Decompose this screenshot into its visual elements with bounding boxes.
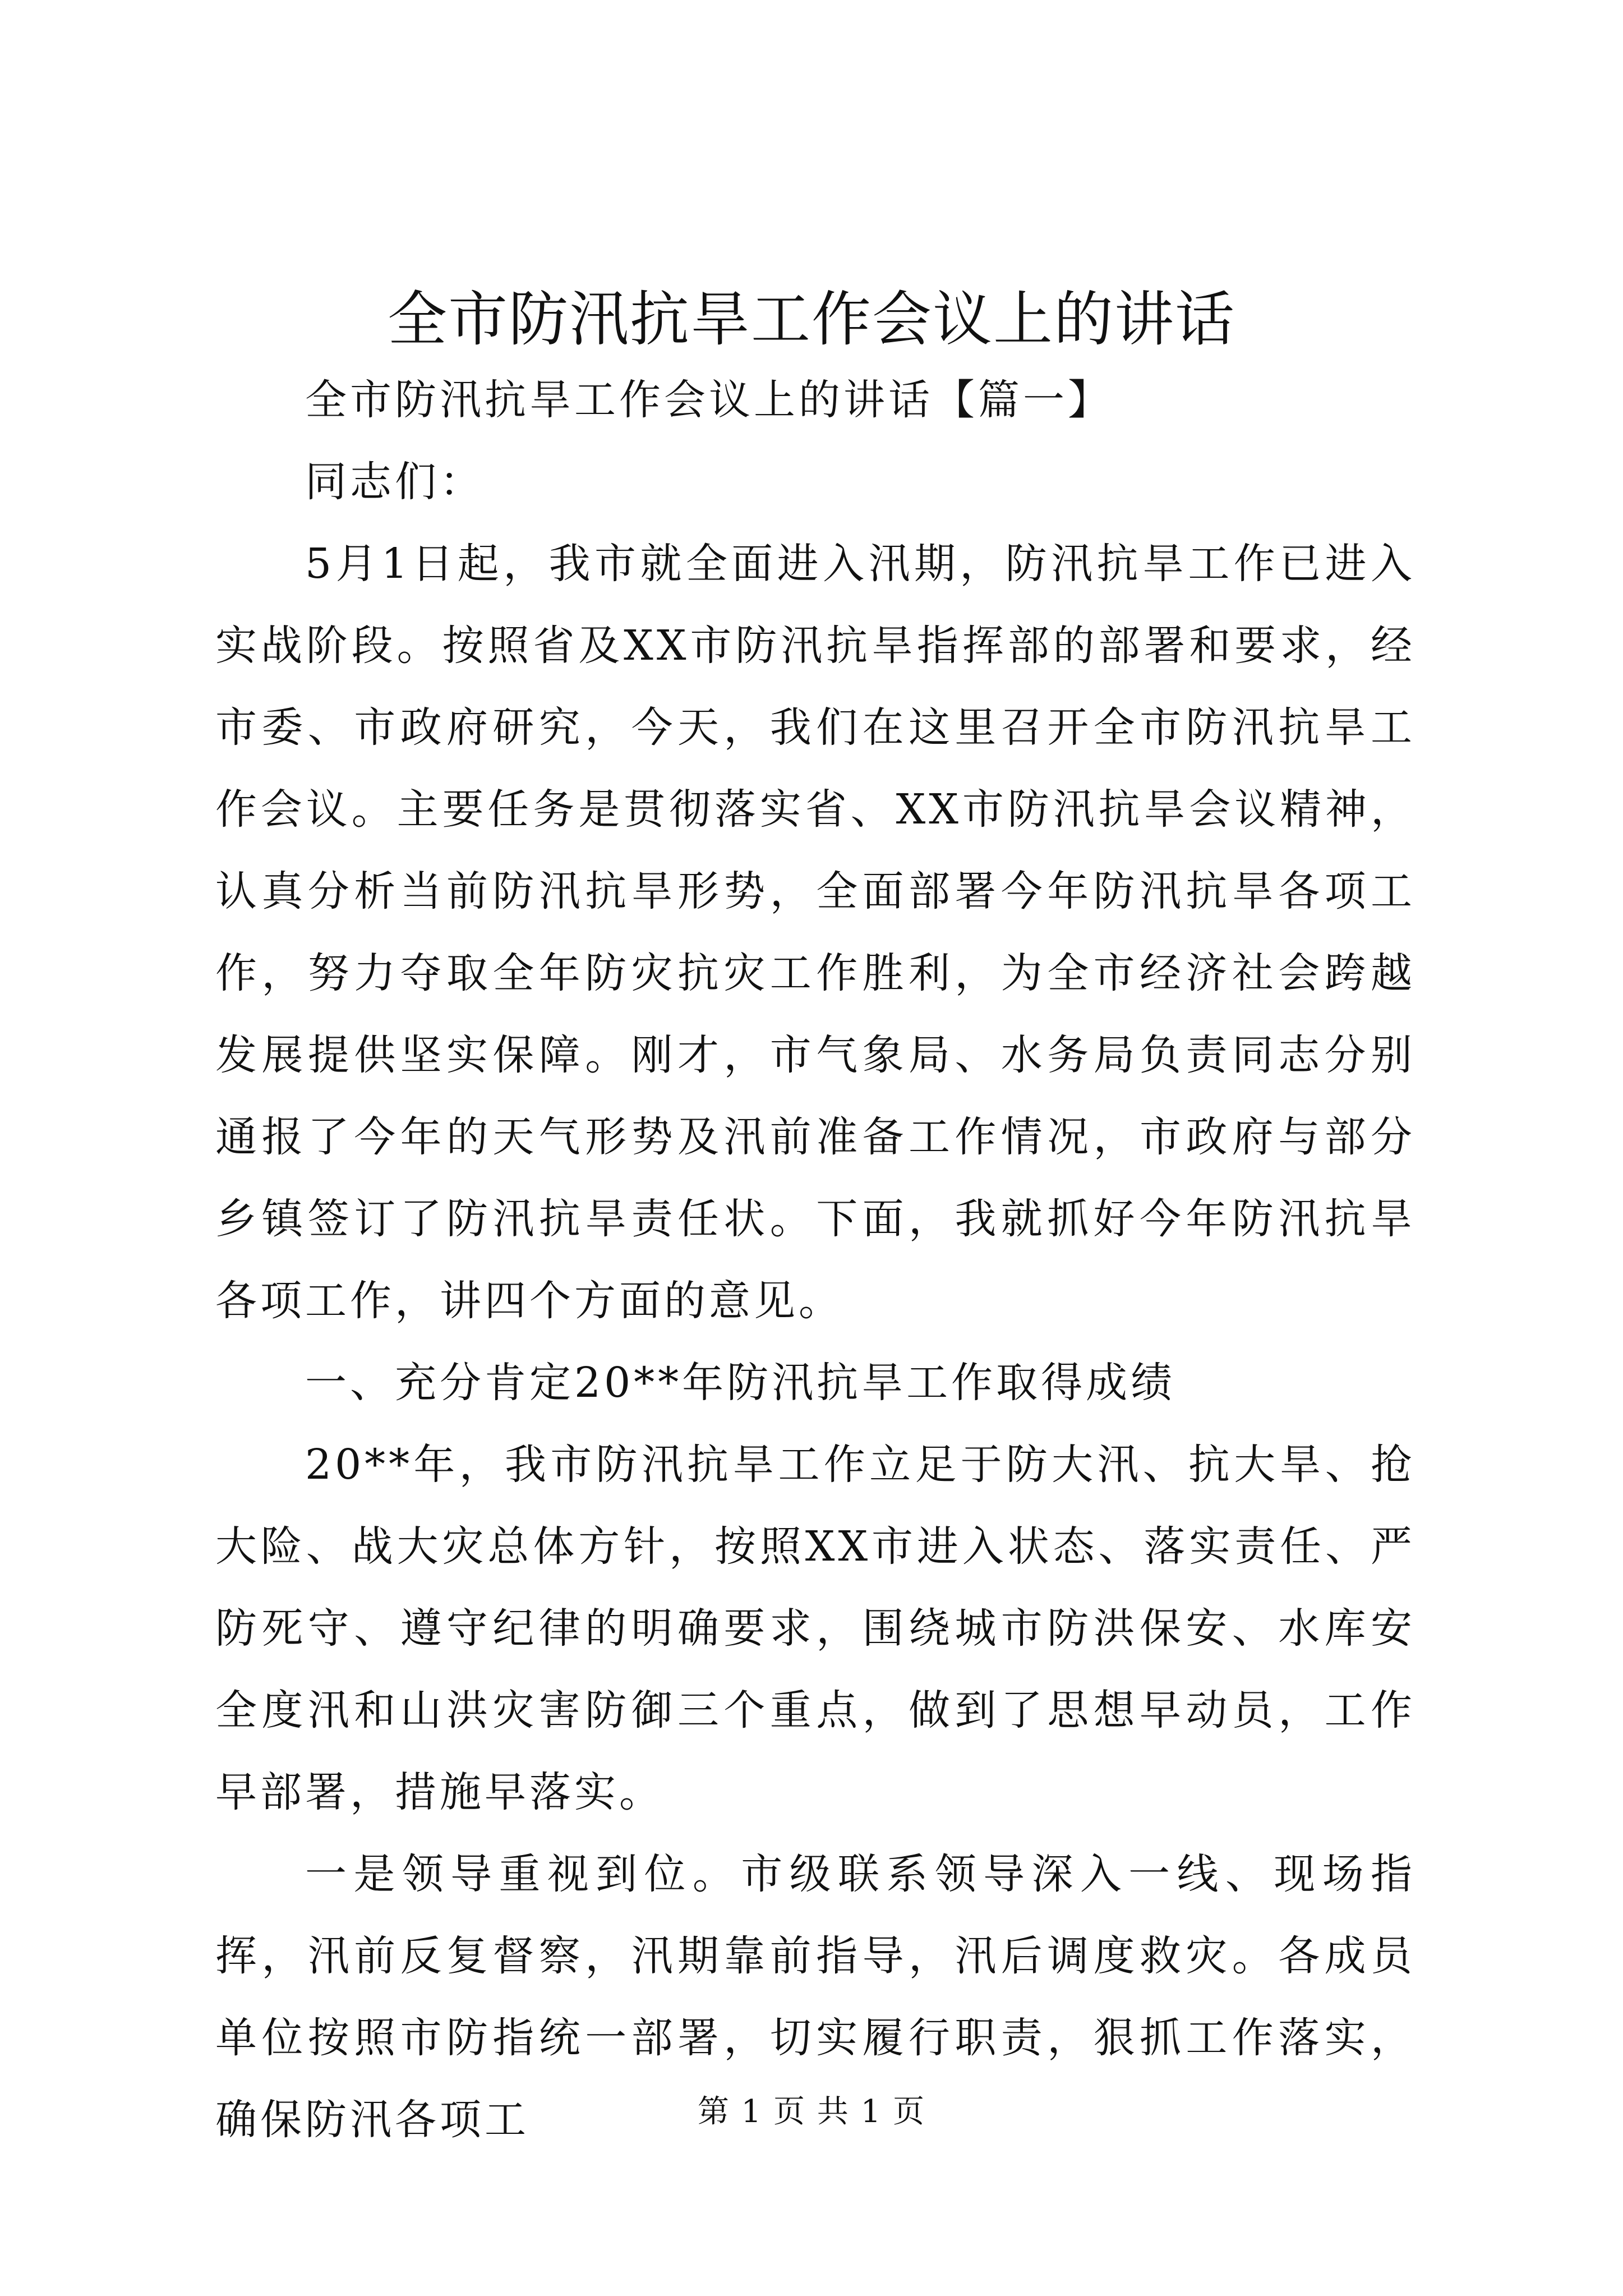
document-body (215, 359, 1415, 2161)
body-paragraph: 20**年，我市防汛抗旱工作立足于防大汛、抗大旱、抢大险、战大灾总体方针，按照XX市进入状态、落实责任、严防死守、遵守纪律的明确要求，围绕城市防洪保安、水库安全度汛和山洪灾害防御三个重点，做到了思想早动员，工作早部署，措施早落实。 (215, 1441, 1415, 1816)
salutation: 同志们： (305, 458, 485, 506)
document-title: 全市防汛抗旱工作会议上的讲话 (388, 285, 1235, 354)
body-paragraph: 一是领导重视到位。市级联系领导深入一线、现场指挥，汛前反复督察，汛期靠前指导，汛后调度救灾。各成员单位按照市防指统一部署，切实履行职责，狠抓工作落实，确保防汛各项工 (215, 1850, 1415, 2144)
page-number-footer: 第 1 页 共 1 页 (697, 2093, 926, 2130)
body-paragraph: 5月1日起，我市就全面进入汛期，防汛抗旱工作已进入实战阶段。按照省及XX市防汛抗旱指挥部的部署和要求，经市委、市政府研究，今天，我们在这里召开全市防汛抗旱工作会议。主要任务是贯彻落实省、XX市防汛抗旱会议精神，认真分析当前防汛抗旱形势，全面部署今年防汛抗旱各项工作，努力夺取全年防灾抗灾工作胜利，为全市经济社会跨越发展提供坚实保障。刚才，市气象局、水务局负责同志分别通报了今年的天气形势及汛前准备工作情况，市政府与部分乡镇签订了防汛抗旱责任状。下面，我就抓好今年防汛抗旱各项工作，讲四个方面的意见。 (215, 540, 1415, 1325)
section-heading-achievements: 一、充分肯定20**年防汛抗旱工作取得成绩 (305, 1359, 1176, 1407)
section-heading-part-one: 全市防汛抗旱工作会议上的讲话【篇一】 (305, 376, 1113, 424)
